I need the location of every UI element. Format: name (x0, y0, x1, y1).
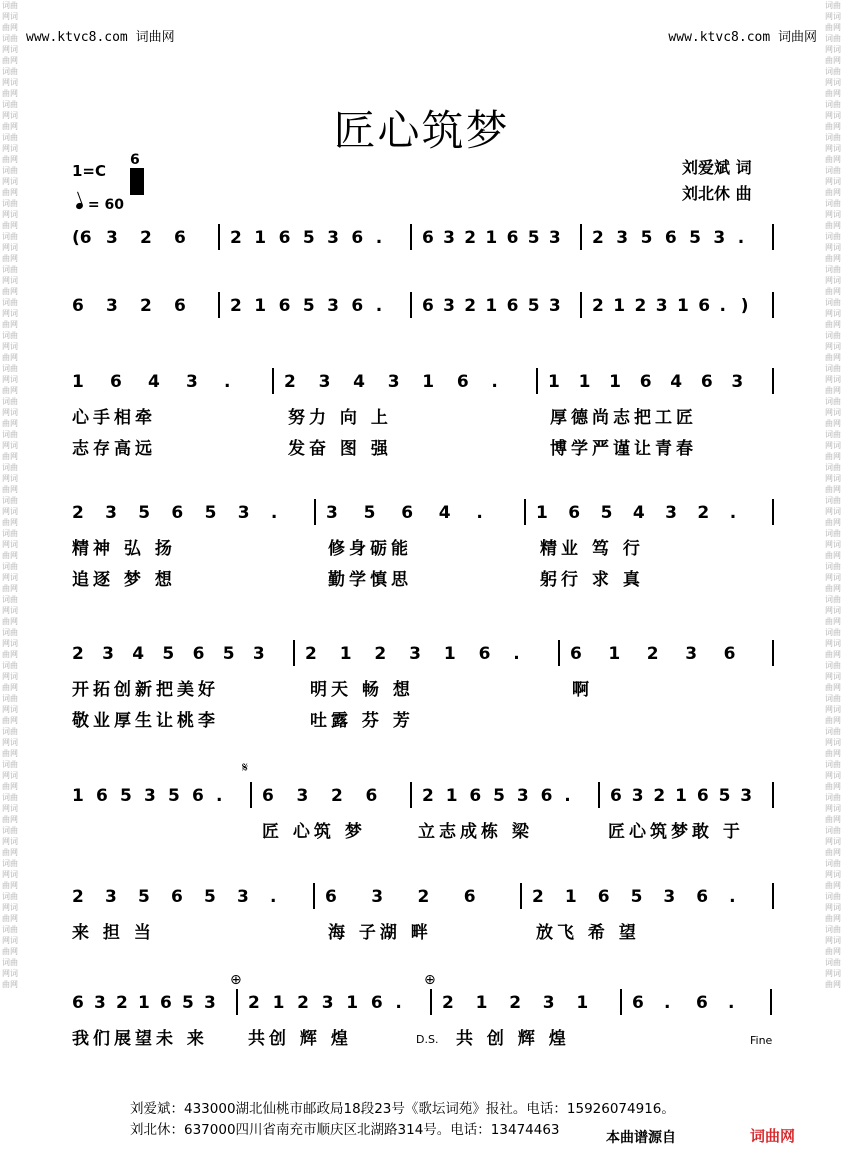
lyric-line-1: 明天 畅 想 (310, 680, 414, 700)
note-8-3-5: 1 (576, 993, 589, 1013)
note-1-2-4: 5 (302, 228, 315, 248)
note-8-2-2: 1 (272, 993, 285, 1013)
note-4-1-5: 5 (204, 503, 217, 523)
note-3-2-7: . (491, 372, 498, 392)
note-5-1-5: 6 (192, 644, 205, 664)
note-2-1-3: 2 (140, 296, 152, 316)
note-5-2-6: 6 (478, 644, 491, 664)
note-8-2-1: 2 (248, 993, 260, 1013)
note-2-4-2: 1 (613, 296, 626, 316)
note-4-1-4: 6 (171, 503, 184, 523)
footer-contacts (130, 1099, 675, 1141)
note-6-4-4: 1 (675, 786, 687, 806)
footer-line-1: 刘爱斌：433000湖北仙桃市邮政局18段23号《歌坛词苑》报社。电话：15926074916。 (130, 1101, 675, 1117)
note-5-1-7: 3 (252, 644, 265, 664)
note-3-2-6: 6 (456, 372, 469, 392)
note-7-3-6: 6 (696, 887, 709, 907)
lyric-line-1: 修身砺能 (328, 539, 412, 559)
note-7-1-4: 6 (171, 887, 183, 907)
note-7-1-5: 5 (204, 887, 216, 907)
note-1-3-3: 2 (464, 228, 477, 248)
note-8-1-2: 3 (94, 993, 106, 1013)
note-8-2-7: . (395, 993, 402, 1013)
note-1-4-3: 5 (640, 228, 653, 248)
note-2-2-1: 2 (230, 296, 242, 316)
barline (620, 989, 622, 1015)
lyric-line-2: 追逐 梦 想 (72, 570, 176, 590)
note-1-2-1: 2 (230, 228, 242, 248)
barline (293, 640, 295, 666)
barline (430, 989, 432, 1015)
note-7-3-1: 2 (532, 887, 544, 907)
barline (580, 224, 582, 250)
tempo-value: = 60 (87, 197, 124, 213)
barline (314, 499, 316, 525)
note-5-3-4: 3 (685, 644, 698, 664)
note-2-3-3: 2 (464, 296, 477, 316)
note-5-1-3: 4 (132, 644, 145, 664)
note-7-1-2: 3 (105, 887, 117, 907)
note-3-1-4: 3 (186, 372, 198, 392)
note-2-3-5: 6 (506, 296, 519, 316)
note-7-3-7: . (729, 887, 736, 907)
lyric-line-1: 啊 (572, 680, 593, 700)
note-4-3-5: 3 (665, 503, 677, 523)
source-label: 本曲谱源自 (604, 1127, 678, 1147)
ds-mark: D.S. (416, 1033, 439, 1046)
lyric-line-2: 博学严谨让青春 (550, 439, 697, 459)
note-4-2-3: 6 (401, 503, 414, 523)
barline (524, 499, 526, 525)
note-3-2-1: 2 (284, 372, 296, 392)
note-7-1-1: 2 (72, 887, 84, 907)
note-5-2-7: . (513, 644, 520, 664)
barline (410, 224, 412, 250)
site-logo[interactable]: 词曲网 (750, 1127, 796, 1145)
lyric-line-1: 精业 笃 行 (540, 539, 644, 559)
note-6-1-5: 5 (168, 786, 180, 806)
note-4-2-5: . (476, 503, 483, 523)
note-3-1-2: 6 (110, 372, 122, 392)
note-7-3-3: 6 (597, 887, 610, 907)
lyric-line-1: 共 创 辉 煌 (456, 1029, 570, 1049)
note-2-2-6: 6 (351, 296, 364, 316)
note-8-4-4: . (728, 993, 735, 1013)
lyric-line-1: 海 子湖 畔 (328, 923, 432, 943)
lyric-line-2: 勤学慎思 (328, 570, 412, 590)
note-1-3-5: 6 (506, 228, 519, 248)
footer-line-2: 刘北休：637000四川省南充市顺庆区北湖路314号。电话：13474463 (130, 1122, 560, 1138)
note-2-1-2: 3 (106, 296, 118, 316)
note-6-3-1: 2 (422, 786, 434, 806)
note-8-3-2: 1 (475, 993, 488, 1013)
barline (580, 292, 582, 318)
note-8-3-4: 3 (542, 993, 555, 1013)
note-1-3-7: 3 (548, 228, 561, 248)
note-7-2-1: 6 (325, 887, 337, 907)
note-1-4-2: 3 (616, 228, 629, 248)
note-8-1-4: 1 (138, 993, 150, 1013)
lyric-line-2: 吐露 芬 芳 (310, 711, 414, 731)
barline (536, 368, 538, 394)
note-4-3-4: 4 (632, 503, 645, 523)
note-4-1-7: . (270, 503, 278, 523)
note-2-4-8: ) (740, 296, 749, 316)
note-5-2-5: 1 (443, 644, 456, 664)
note-8-1-1: 6 (72, 993, 84, 1013)
note-4-3-3: 5 (600, 503, 613, 523)
note-4-2-1: 3 (326, 503, 338, 523)
note-8-4-3: 6 (696, 993, 708, 1013)
song-title: 匠心筑梦 (333, 106, 510, 155)
key-signature: 1=C (72, 162, 107, 180)
note-6-1-4: 3 (144, 786, 156, 806)
note-3-1-5: . (224, 372, 231, 392)
note-2-4-4: 3 (655, 296, 668, 316)
meter-top: 6 (130, 152, 140, 168)
note-3-2-3: 4 (353, 372, 365, 392)
note-3-3-6: 6 (700, 372, 713, 392)
lyric-line-1: 厚德尚志把工匠 (550, 408, 697, 428)
note-3-2-5: 1 (422, 372, 435, 392)
note-1-3-6: 5 (527, 228, 540, 248)
note-2-1-4: 6 (174, 296, 186, 316)
note-3-3-2: 1 (578, 372, 591, 392)
note-8-3-3: 2 (509, 993, 522, 1013)
barline (772, 292, 774, 318)
site-url-left[interactable]: www.ktvc8.com 词曲网 (26, 30, 175, 45)
lyric-line-1: 精神 弘 扬 (72, 539, 176, 559)
note-1-2-2: 1 (254, 228, 267, 248)
note-1-1-1: (6 (72, 228, 92, 248)
quarter-note-icon (75, 202, 84, 210)
note-2-4-1: 2 (592, 296, 604, 316)
watermark-right: 词曲网词曲网词曲网词曲网词曲网词曲网词曲网词曲网词曲网词曲网词曲网词曲网词曲网词曲网词曲网词曲网词曲网词曲网词曲网词曲网词曲网词曲网词曲网词曲网词曲网词曲网词曲网词曲网词曲网词曲网词曲网词曲网词曲网词曲网词曲网词曲网词曲网词曲网词曲网词曲网词曲网词曲网词曲网词曲网词曲网词曲网词曲网词曲网词曲网词曲网词曲网词曲网词曲网词曲网词曲网词曲网词曲网词曲网词曲网词曲网 (825, 1, 841, 989)
note-7-3-5: 3 (663, 887, 676, 907)
note-2-3-1: 6 (422, 296, 434, 316)
barline (272, 368, 274, 394)
note-5-2-3: 2 (374, 644, 387, 664)
note-6-4-2: 3 (631, 786, 644, 806)
barline (598, 782, 600, 808)
note-8-3-1: 2 (442, 993, 454, 1013)
note-7-1-6: 3 (237, 887, 249, 907)
lyric-line-1: 共创 辉 煌 (248, 1029, 352, 1049)
note-1-4-4: 6 (664, 228, 677, 248)
note-8-1-6: 5 (182, 993, 194, 1013)
barline (770, 989, 772, 1015)
tempo-marking (76, 197, 124, 213)
note-6-1-1: 1 (72, 786, 84, 806)
note-5-1-6: 5 (222, 644, 235, 664)
barline (772, 224, 774, 250)
composer: 刘北休 曲 (682, 184, 752, 203)
note-8-1-3: 2 (116, 993, 128, 1013)
note-8-2-5: 1 (346, 993, 359, 1013)
note-1-4-1: 2 (592, 228, 604, 248)
barline (772, 368, 774, 394)
barline (218, 292, 220, 318)
barline (772, 782, 774, 808)
note-1-2-3: 6 (278, 228, 291, 248)
fine-mark: Fine (750, 1034, 773, 1047)
note-6-1-3: 5 (120, 786, 132, 806)
segno-mark: 𝄋 (242, 760, 249, 776)
note-4-1-6: 3 (237, 503, 250, 523)
note-6-3-5: 3 (516, 786, 529, 806)
note-5-3-3: 2 (646, 644, 659, 664)
note-3-2-4: 3 (387, 372, 400, 392)
note-2-3-2: 3 (443, 296, 455, 316)
note-7-3-4: 5 (630, 887, 643, 907)
note-6-3-3: 6 (469, 786, 482, 806)
note-4-2-4: 4 (438, 503, 451, 523)
note-2-3-7: 3 (548, 296, 561, 316)
note-4-2-2: 5 (363, 503, 376, 523)
note-2-3-4: 1 (485, 296, 498, 316)
barline (772, 883, 774, 909)
note-6-4-7: 3 (740, 786, 753, 806)
note-2-3-6: 5 (527, 296, 540, 316)
coda-mark-2: ⊕ (424, 972, 436, 988)
note-2-2-5: 3 (327, 296, 339, 316)
note-8-1-5: 6 (160, 993, 172, 1013)
note-4-1-2: 3 (105, 503, 117, 523)
note-7-2-2: 3 (371, 887, 384, 907)
note-8-2-6: 6 (370, 993, 383, 1013)
note-4-3-1: 1 (536, 503, 548, 523)
note-3-3-3: 1 (609, 372, 621, 392)
note-2-2-4: 5 (302, 296, 315, 316)
note-5-3-5: 6 (723, 644, 736, 664)
note-5-3-2: 1 (608, 644, 621, 664)
meter-bar (130, 168, 144, 195)
note-4-3-2: 6 (568, 503, 581, 523)
site-url-right[interactable]: www.ktvc8.com 词曲网 (668, 30, 817, 45)
note-6-1-7: . (216, 786, 223, 806)
lyric-line-1: 放飞 希 望 (536, 923, 640, 943)
barline (410, 292, 412, 318)
barline (236, 989, 238, 1015)
barline (772, 640, 774, 666)
lyric-line-2: 志存高远 (72, 439, 156, 459)
note-4-3-6: 2 (697, 503, 710, 523)
note-6-1-6: 6 (192, 786, 204, 806)
note-5-2-2: 1 (339, 644, 352, 664)
barline (520, 883, 522, 909)
note-7-3-2: 1 (564, 887, 577, 907)
note-3-3-5: 4 (670, 372, 683, 392)
note-2-4-7: . (719, 296, 726, 316)
note-2-2-3: 6 (278, 296, 291, 316)
note-3-1-3: 4 (148, 372, 160, 392)
lyric-line-1: 我们展望未 来 (72, 1029, 208, 1049)
note-3-3-1: 1 (548, 372, 560, 392)
note-1-2-6: 6 (351, 228, 364, 248)
note-7-2-3: 2 (417, 887, 430, 907)
note-1-3-4: 1 (485, 228, 498, 248)
lyric-line-1: 匠心筑梦敢 于 (608, 822, 744, 842)
note-1-1-3: 2 (140, 228, 152, 248)
note-6-4-3: 2 (653, 786, 666, 806)
note-1-4-5: 5 (689, 228, 701, 248)
note-1-4-7: . (737, 228, 745, 248)
note-2-4-6: 6 (698, 296, 711, 316)
note-4-3-7: . (729, 503, 737, 523)
note-3-1-1: 1 (72, 372, 84, 392)
barline (558, 640, 560, 666)
note-1-3-2: 3 (443, 228, 455, 248)
note-8-4-1: 6 (632, 993, 644, 1013)
note-8-1-7: 3 (204, 993, 216, 1013)
note-6-3-4: 5 (493, 786, 505, 806)
note-6-2-2: 3 (296, 786, 309, 806)
credits (682, 155, 752, 207)
barline (772, 499, 774, 525)
note-5-1-1: 2 (72, 644, 84, 664)
lyric-line-1: 匠 心筑 梦 (262, 822, 366, 842)
note-6-2-3: 2 (331, 786, 343, 806)
watermark-left: 词曲网词曲网词曲网词曲网词曲网词曲网词曲网词曲网词曲网词曲网词曲网词曲网词曲网词曲网词曲网词曲网词曲网词曲网词曲网词曲网词曲网词曲网词曲网词曲网词曲网词曲网词曲网词曲网词曲网词曲网词曲网词曲网词曲网词曲网词曲网词曲网词曲网词曲网词曲网词曲网词曲网词曲网词曲网词曲网词曲网词曲网词曲网词曲网词曲网词曲网词曲网词曲网词曲网词曲网词曲网词曲网词曲网词曲网词曲网词曲网 (2, 1, 18, 989)
lyric-line-2: 躬行 求 真 (540, 570, 644, 590)
lyricist: 刘爱斌 词 (682, 158, 752, 177)
barline (410, 782, 412, 808)
note-2-2-7: . (375, 296, 383, 316)
note-8-2-4: 3 (321, 993, 334, 1013)
note-6-3-7: . (564, 786, 571, 806)
time-signature (130, 152, 140, 184)
lyric-line-1: 努力 向 上 (288, 408, 392, 428)
note-1-1-2: 3 (106, 228, 118, 248)
lyric-line-1: 来 担 当 (72, 923, 155, 943)
note-3-2-2: 3 (318, 372, 331, 392)
note-1-1-4: 6 (174, 228, 186, 248)
note-6-4-6: 5 (718, 786, 731, 806)
note-8-2-3: 2 (297, 993, 309, 1013)
note-1-4-6: 3 (713, 228, 726, 248)
lyric-line-1: 心手相牵 (72, 408, 156, 428)
note-4-1-1: 2 (72, 503, 84, 523)
note-5-1-2: 3 (102, 644, 114, 664)
note-2-4-5: 1 (677, 296, 689, 316)
barline (250, 782, 252, 808)
note-6-3-2: 1 (445, 786, 458, 806)
barline (218, 224, 220, 250)
lyric-line-2: 发奋 图 强 (288, 439, 392, 459)
note-6-2-4: 6 (365, 786, 378, 806)
coda-mark: ⊕ (230, 972, 242, 988)
note-5-1-4: 5 (162, 644, 175, 664)
note-5-3-1: 6 (570, 644, 582, 664)
lyric-line-2: 敬业厚生让桃李 (72, 711, 219, 731)
note-8-4-2: . (664, 993, 671, 1013)
note-5-2-1: 2 (305, 644, 317, 664)
note-1-2-5: 3 (327, 228, 339, 248)
note-6-4-1: 6 (610, 786, 622, 806)
note-6-4-5: 6 (696, 786, 709, 806)
note-2-1-1: 6 (72, 296, 84, 316)
note-6-2-1: 6 (262, 786, 274, 806)
note-5-2-4: 3 (409, 644, 421, 664)
barline (313, 883, 315, 909)
note-7-2-4: 6 (463, 887, 476, 907)
lyric-line-1: 开拓创新把美好 (72, 680, 219, 700)
note-2-2-2: 1 (254, 296, 267, 316)
note-4-1-3: 5 (138, 503, 151, 523)
note-7-1-7: . (270, 887, 277, 907)
note-3-3-7: 3 (731, 372, 744, 392)
note-6-3-6: 6 (540, 786, 553, 806)
note-6-1-2: 6 (96, 786, 108, 806)
note-7-1-3: 5 (138, 887, 150, 907)
lyric-line-1: 立志成栋 梁 (418, 822, 533, 842)
note-3-3-4: 6 (639, 372, 652, 392)
note-2-4-3: 2 (634, 296, 647, 316)
note-1-3-1: 6 (422, 228, 434, 248)
note-1-2-7: . (375, 228, 383, 248)
